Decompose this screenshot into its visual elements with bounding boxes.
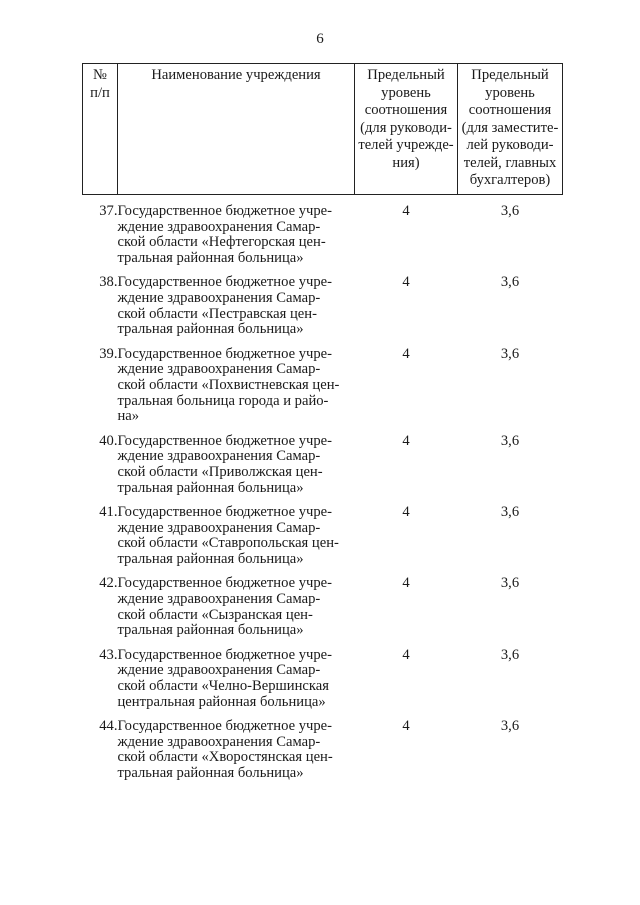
ratio-heads-value: 4	[402, 203, 410, 219]
text-line: Государственное бюджетное учре-	[117, 203, 332, 219]
ratio-deputies-value: 3,6	[500, 718, 520, 735]
table-header-row	[83, 64, 563, 195]
text-line: ждение здравоохранения Самар-	[117, 361, 321, 378]
institution-name	[118, 505, 355, 567]
text-line: Предельный	[367, 67, 445, 83]
ratio-deputies-value: 3,6	[500, 646, 520, 663]
table-body	[83, 195, 563, 782]
text-line: ждение здравоохранения Самар-	[117, 733, 321, 750]
text-line: Государственное бюджетное учре-	[117, 575, 332, 592]
text-line: Предельный	[471, 67, 549, 83]
table-row	[83, 347, 563, 425]
header-ratio-deputies	[458, 64, 563, 195]
ratio-deputies-value: 3,6	[500, 575, 520, 592]
text-line: тральная больница города и райо-	[117, 392, 329, 409]
text-line: Государственное бюджетное учре-	[117, 646, 332, 663]
institution-name	[118, 204, 355, 266]
text-line: ждение здравоохранения Самар-	[117, 448, 321, 465]
text-line: лей руководи-	[466, 137, 554, 153]
institutions-table	[82, 63, 563, 782]
row-number: 41.	[99, 504, 118, 521]
text-line: ждение здравоохранения Самар-	[117, 591, 321, 608]
row-number: 40.	[99, 432, 118, 449]
text-line: ской области «Пестравская цен-	[117, 305, 317, 322]
table-row	[83, 719, 563, 781]
text-line: тральная районная больница»	[117, 622, 304, 639]
text-line: ждение здравоохранения Самар-	[117, 662, 321, 679]
text-line: телей, главных	[463, 154, 557, 171]
institution-name	[118, 576, 355, 638]
text-line: ской области «Ставропольская цен-	[117, 535, 339, 552]
text-line: уровень	[381, 84, 431, 101]
ratio-heads-value: 4	[402, 646, 410, 663]
ratio-deputies-value: 3,6	[500, 504, 520, 521]
header-ratio-heads	[355, 64, 458, 195]
ratio-deputies-value: 3,6	[500, 432, 520, 449]
text-line: ния)	[392, 154, 420, 171]
ratio-heads-value: 4	[402, 274, 410, 291]
header-number	[83, 64, 118, 195]
text-line: ской области «Челно-Вершинская	[117, 678, 329, 695]
text-line: тральная районная больница»	[117, 765, 304, 781]
text-line: №	[93, 67, 107, 83]
table-row	[83, 434, 563, 496]
text-line: телей учрежде-	[358, 137, 454, 153]
row-number: 38.	[99, 274, 118, 291]
text-line: тральная районная больница»	[117, 550, 304, 567]
text-line: Государственное бюджетное учре-	[117, 432, 332, 449]
text-line: ской области «Нефтегорская цен-	[117, 234, 326, 251]
text-line: ждение здравоохранения Самар-	[117, 218, 321, 235]
ratio-heads-value: 4	[402, 432, 410, 449]
text-line: тральная районная больница»	[117, 249, 304, 266]
ratio-heads-value: 4	[402, 718, 410, 735]
text-line: тральная районная больница»	[117, 321, 304, 338]
page-number: 6	[316, 31, 324, 47]
text-line: ской области «Сызранская цен-	[117, 606, 313, 623]
text-line: соотношения	[468, 102, 552, 118]
ratio-deputies-value: 3,6	[500, 203, 520, 219]
institution-name	[118, 434, 355, 496]
table-row	[83, 204, 563, 266]
row-number: 39.	[99, 345, 118, 362]
institution-name	[118, 648, 355, 710]
table-row	[83, 648, 563, 710]
institution-name	[118, 719, 355, 781]
text-line: Государственное бюджетное учре-	[117, 345, 332, 362]
table-row	[83, 275, 563, 337]
text-line: ской области «Приволжская цен-	[117, 463, 323, 480]
text-line: п/п	[90, 84, 110, 101]
table-row	[83, 576, 563, 638]
text-line: уровень	[485, 84, 535, 101]
ratio-heads-value: 4	[402, 575, 410, 592]
text-line: Государственное бюджетное учре-	[117, 274, 332, 291]
text-line: ждение здравоохранения Самар-	[117, 519, 321, 536]
row-number: 42.	[99, 575, 118, 592]
row-number: 43.	[99, 646, 118, 663]
text-line: Наименование учреждения	[151, 67, 321, 83]
text-line: соотношения	[364, 102, 448, 118]
ratio-deputies-value: 3,6	[500, 345, 520, 362]
institution-name	[118, 275, 355, 337]
text-line: Государственное бюджетное учре-	[117, 718, 332, 735]
text-line: (для заместите-	[461, 119, 559, 136]
text-line: ждение здравоохранения Самар-	[117, 289, 321, 306]
text-line: Государственное бюджетное учре-	[117, 504, 332, 521]
row-number: 44.	[99, 718, 118, 735]
row-number: 37.	[99, 203, 118, 219]
ratio-heads-value: 4	[402, 504, 410, 521]
text-line: тральная районная больница»	[117, 479, 304, 496]
institution-name	[118, 347, 355, 425]
text-line: ской области «Хворостянская цен-	[117, 749, 333, 766]
ratio-deputies-value: 3,6	[500, 274, 520, 291]
text-line: бухгалтеров)	[469, 172, 551, 188]
text-line: центральная районная больница»	[117, 693, 326, 710]
text-line: ской области «Похвистневская цен-	[117, 376, 340, 393]
table-row	[83, 505, 563, 567]
header-institution-name	[118, 64, 355, 195]
text-line: (для руководи-	[360, 119, 452, 136]
ratio-heads-value: 4	[402, 345, 410, 362]
text-line: на»	[117, 408, 140, 425]
